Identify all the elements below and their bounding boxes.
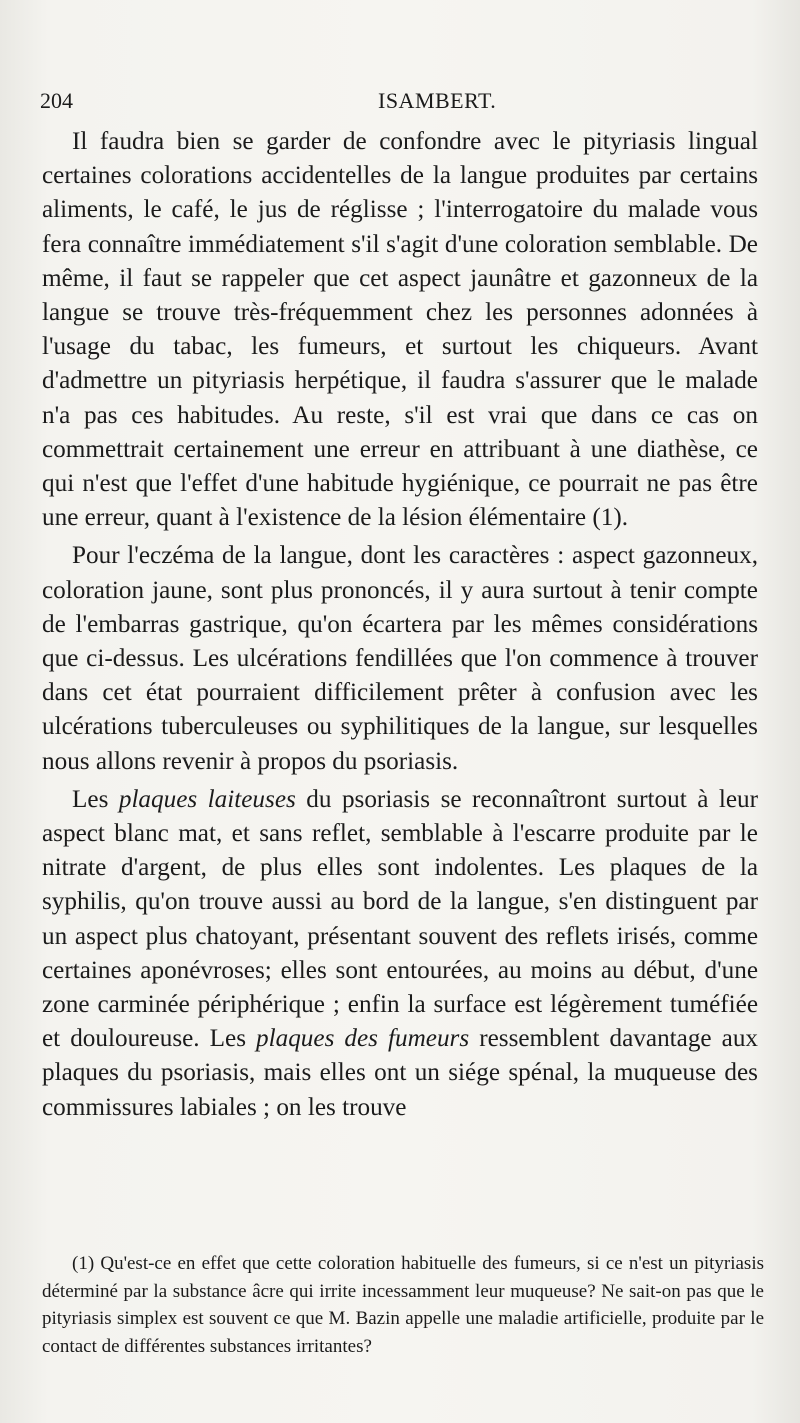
text-segment: Pour l'eczéma de la langue, dont les caractères : aspect gazonneux, coloration jaune, sont plus prononcés, il y aura surtout à tenir compte de l'embarras gastrique, qu'on écartera par les mêmes considérations que ci-dessus. Les ulcérations fendillées que l'on commence à trouver dans cet état pourraient difficilement prêter à confusion avec les ulcérations tuberculeuses ou syphilitiques de la langue, sur lesquelles nous allons revenir à propos du psoriasis. bbox=[42, 542, 758, 775]
running-head: ISAMBERT. bbox=[378, 88, 497, 113]
page-header bbox=[40, 88, 760, 118]
italic-term: plaques laiteuses bbox=[118, 785, 296, 813]
paragraph bbox=[42, 539, 758, 778]
footnotes bbox=[42, 1250, 764, 1360]
text-segment: Il faudra bien se garder de confondre avec le pityriasis lingual certaines colorations accidentelles de la langue produites par certains aliments, le café, le jus de réglisse ; l'interrogatoire du malade vous fera connaître immédiatement s'il s'agit d'une coloration semblable. De même, il faut se rappeler que cet aspect jaunâtre et gazonneux de la langue se trouve très-fréquemment chez les personnes adonnées à l'usage du tabac, les fumeurs, et surtout les chiqueurs. Avant d'admettre un pityriasis herpétique, il faudra s'assurer que le malade n'a pas ces habitudes. Au reste, s'il est vrai que dans ce cas on commettrait certainement une erreur en attribuant à une diathèse, ce qui n'est que l'effet d'une habitude hygiénique, ce pourrait ne pas être une erreur, quant à l'existence de la lésion élémentaire (1). bbox=[42, 128, 758, 532]
page-number: 204 bbox=[40, 88, 73, 113]
text-segment: du psoriasis se reconnaîtront surtout à leur aspect blanc mat, et sans reflet, semblable à l'escarre produite par le nitrate d'argent, de plus elles sont indolentes. Les plaques de la syphilis, qu'on trouve aussi au bord de la langue, s'en distinguent par un aspect plus chatoyant, présentant souvent des reflets irisés, comme certaines aponévroses; elles sont entourées, au moins au début, d'une zone carminée périphérique ; enfin la surface est légèrement tuméfiée et douloureuse. Les bbox=[42, 785, 758, 1053]
text-segment: ressemblent davantage aux plaques du psoriasis, mais elles ont un siége spénal, la muqueuse des commissures labiales ; on les trouve bbox=[42, 1025, 759, 1121]
paragraph bbox=[42, 125, 758, 535]
text-segment: Les bbox=[72, 785, 119, 813]
footnote: (1) Qu'est-ce en effet que cette coloration habituelle des fumeurs, si ce n'est un pityriasis déterminé par la substance âcre qui irrite incessamment leur muqueuse? Ne sait-on pas que le pityriasis simplex est souvent ce que M. Bazin appelle une maladie artificielle, produite par le contact de différentes substances irritantes? bbox=[42, 1253, 764, 1357]
paragraph bbox=[42, 783, 758, 1125]
main-text bbox=[42, 125, 758, 1125]
italic-term: plaques des fumeurs bbox=[256, 1025, 470, 1053]
